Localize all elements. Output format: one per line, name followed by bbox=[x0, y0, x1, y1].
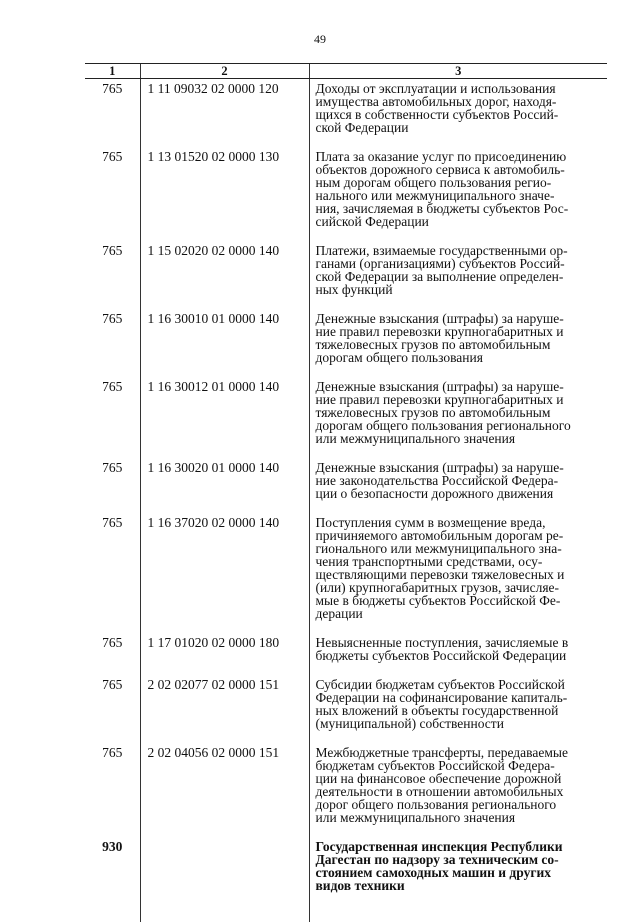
revenue-description-cell bbox=[309, 513, 607, 633]
description-line: ние законодательства Российской Федера- bbox=[316, 474, 606, 487]
revenue-description-cell bbox=[309, 147, 607, 241]
budget-classification-code-cell: 1 16 30020 01 0000 140 bbox=[140, 458, 309, 513]
description-line: или межмуниципального значения bbox=[316, 811, 606, 824]
column-header-1: 1 bbox=[85, 64, 140, 79]
table-row bbox=[85, 513, 607, 633]
description-line: чения транспортными средствами, осу- bbox=[316, 555, 606, 568]
budget-classification-code-cell: 2 02 04056 02 0000 151 bbox=[140, 743, 309, 837]
description-line: Денежные взыскания (штрафы) за наруше- bbox=[316, 461, 606, 474]
budget-classification-code-cell: 1 15 02020 02 0000 140 bbox=[140, 241, 309, 309]
table-row bbox=[85, 743, 607, 837]
description-line: ных функций bbox=[316, 283, 606, 296]
administrator-code-cell: 765 bbox=[85, 458, 140, 513]
description-line: тяжеловесных грузов по автомобильным bbox=[316, 406, 606, 419]
budget-classification-code-cell: 1 16 37020 02 0000 140 bbox=[140, 513, 309, 633]
description-line: Федерации на софинансирование капиталь- bbox=[316, 691, 606, 704]
revenue-description-cell bbox=[309, 837, 607, 922]
description-line: ществляющими перевозки тяжеловесных и bbox=[316, 568, 606, 581]
revenue-description-cell bbox=[309, 743, 607, 837]
table-header-row bbox=[85, 64, 607, 79]
column-header-2: 2 bbox=[140, 64, 309, 79]
revenue-description-cell bbox=[309, 309, 607, 377]
administrator-code-cell: 765 bbox=[85, 241, 140, 309]
budget-classification-code-cell bbox=[140, 837, 309, 922]
description-line: Дагестан по надзору за техническим со- bbox=[316, 853, 606, 866]
description-line: причиняемого автомобильным дорогам ре- bbox=[316, 529, 606, 542]
description-line: бюджетам субъектов Российской Федера- bbox=[316, 759, 606, 772]
table-row bbox=[85, 309, 607, 377]
description-line: видов техники bbox=[316, 879, 606, 892]
description-line: щихся в собственности субъектов Россий- bbox=[316, 108, 606, 121]
description-line: или межмуниципального значения bbox=[316, 432, 606, 445]
description-line: Поступления сумм в возмещение вреда, bbox=[316, 516, 606, 529]
administrator-code-cell: 765 bbox=[85, 79, 140, 148]
description-line: дорогам общего пользования bbox=[316, 351, 606, 364]
description-line: Межбюджетные трансферты, передаваемые bbox=[316, 746, 606, 759]
administrator-code-cell: 765 bbox=[85, 147, 140, 241]
description-line: ции на финансовое обеспечение дорожной bbox=[316, 772, 606, 785]
description-line: Денежные взыскания (штрафы) за наруше- bbox=[316, 380, 606, 393]
revenue-description-cell bbox=[309, 79, 607, 148]
table-row bbox=[85, 458, 607, 513]
budget-classification-code-cell: 1 11 09032 02 0000 120 bbox=[140, 79, 309, 148]
administrator-code-cell: 765 bbox=[85, 513, 140, 633]
description-line: ской Федерации bbox=[316, 121, 606, 134]
description-line: нального или межмуниципального значе- bbox=[316, 189, 606, 202]
description-line: ных вложений в объекты государственной bbox=[316, 704, 606, 717]
table-body bbox=[85, 79, 607, 922]
administrator-code-cell: 765 bbox=[85, 675, 140, 743]
description-line: Государственная инспекция Республики bbox=[316, 840, 606, 853]
budget-classification-code-cell: 1 17 01020 02 0000 180 bbox=[140, 633, 309, 675]
administrator-code-cell: 765 bbox=[85, 743, 140, 837]
description-line: (или) крупногабаритных грузов, зачисляе- bbox=[316, 581, 606, 594]
table-row bbox=[85, 147, 607, 241]
description-line: ской Федерации за выполнение определен- bbox=[316, 270, 606, 283]
revenue-description-cell bbox=[309, 675, 607, 743]
description-line: (муниципальной) собственности bbox=[316, 717, 606, 730]
description-line: ганами (организациями) субъектов Россий- bbox=[316, 257, 606, 270]
description-line: Плата за оказание услуг по присоединению bbox=[316, 150, 606, 163]
budget-classification-code-cell: 1 16 30010 01 0000 140 bbox=[140, 309, 309, 377]
administrator-code-cell: 765 bbox=[85, 377, 140, 458]
description-line: мые в бюджеты субъектов Российской Фе- bbox=[316, 594, 606, 607]
description-line: ции о безопасности дорожного движения bbox=[316, 487, 606, 500]
description-line: ния, зачисляемая в бюджеты субъектов Рос- bbox=[316, 202, 606, 215]
description-line: сийской Федерации bbox=[316, 215, 606, 228]
administrator-code-cell: 765 bbox=[85, 633, 140, 675]
table-row bbox=[85, 837, 607, 922]
revenue-description-cell bbox=[309, 458, 607, 513]
revenue-description-cell bbox=[309, 377, 607, 458]
revenue-description-cell bbox=[309, 633, 607, 675]
description-line: дорогам общего пользования регионального bbox=[316, 419, 606, 432]
budget-classification-code-cell: 2 02 02077 02 0000 151 bbox=[140, 675, 309, 743]
description-line: дорог общего пользования регионального bbox=[316, 798, 606, 811]
administrator-code-cell: 765 bbox=[85, 309, 140, 377]
description-line: Невыясненные поступления, зачисляемые в bbox=[316, 636, 606, 649]
column-header-3: 3 bbox=[309, 64, 607, 79]
description-line: ние правил перевозки крупногабаритных и bbox=[316, 393, 606, 406]
page-number: 49 bbox=[0, 32, 640, 47]
description-line: ние правил перевозки крупногабаритных и bbox=[316, 325, 606, 338]
description-line: дерации bbox=[316, 607, 606, 620]
description-line: ным дорогам общего пользования регио- bbox=[316, 176, 606, 189]
table-row bbox=[85, 79, 607, 148]
table-row bbox=[85, 377, 607, 458]
description-line: Доходы от эксплуатации и использования bbox=[316, 82, 606, 95]
table-row bbox=[85, 675, 607, 743]
description-line: Субсидии бюджетам субъектов Российской bbox=[316, 678, 606, 691]
table-row bbox=[85, 633, 607, 675]
description-line: имущества автомобильных дорог, находя- bbox=[316, 95, 606, 108]
revenue-description-cell bbox=[309, 241, 607, 309]
description-line: Платежи, взимаемые государственными ор- bbox=[316, 244, 606, 257]
budget-classification-table bbox=[85, 63, 607, 922]
description-line: объектов дорожного сервиса к автомобиль- bbox=[316, 163, 606, 176]
description-line: деятельности в отношении автомобильных bbox=[316, 785, 606, 798]
description-line: Денежные взыскания (штрафы) за наруше- bbox=[316, 312, 606, 325]
administrator-code-cell: 930 bbox=[85, 837, 140, 922]
description-line: тяжеловесных грузов по автомобильным bbox=[316, 338, 606, 351]
description-line: стоянием самоходных машин и других bbox=[316, 866, 606, 879]
table-row bbox=[85, 241, 607, 309]
budget-classification-code-cell: 1 13 01520 02 0000 130 bbox=[140, 147, 309, 241]
description-line: гионального или межмуниципального зна- bbox=[316, 542, 606, 555]
budget-classification-code-cell: 1 16 30012 01 0000 140 bbox=[140, 377, 309, 458]
description-line: бюджеты субъектов Российской Федерации bbox=[316, 649, 606, 662]
